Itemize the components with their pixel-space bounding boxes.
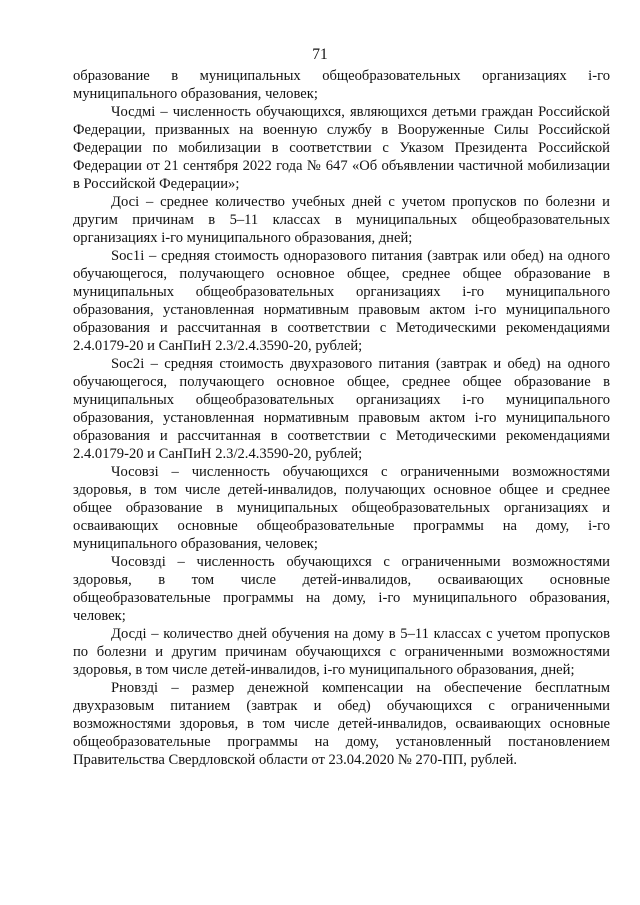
definition-soc1: Soc1i – средняя стоимость одноразового питания (завтрак или обед) на одного обучающегося, получающего основное общее, среднее общее образование в муниципальных общеобразовательных организациях i-го муниципального образования, установленная нормативным правовым актом i-го муниципального образования и рассчитанная в соответствии с Методическими рекомендациями 2.4.0179-20 и СанПиН 2.3/2.4.3590-20, рублей; (73, 248, 610, 354)
definition-chosovzd: Чосовздi – численность обучающихся с ограниченными возможностями здоровья, в том числе детей-инвалидов, осваивающих основные общеобразовательные программы на дому, i-го муниципального образования, человек; (73, 554, 610, 624)
document-body (73, 67, 610, 769)
definition-dosd: Досдi – количество дней обучения на дому в 5–11 классах с учетом пропусков по болезни и другим причинам обучающихся с ограниченными возможностями здоровья, в том числе детей-инвалидов, i-го муниципального образования, дней; (73, 626, 610, 678)
definition-dos: Досi – среднее количество учебных дней с учетом пропусков по болезни и другим причинам в 5–11 классах в муниципальных общеобразовательных организациях i-го муниципального образования, дней; (73, 194, 610, 246)
definition-soc2: Soc2i – средняя стоимость двухразового питания (завтрак и обед) на одного обучающегося, получающего основное общее, среднее общее образование в муниципальных общеобразовательных организациях i-го муниципального образования, установленная нормативным правовым актом i-го муниципального образования и рассчитанная в соответствии с Методическими рекомендациями 2.4.0179-20 и СанПиН 2.3/2.4.3590-20, рублей; (73, 356, 610, 462)
paragraph-continuation: образование в муниципальных общеобразовательных организациях i-го муниципального образования, человек; (73, 68, 610, 102)
definition-chosovz: Чосовзi – численность обучающихся с ограниченными возможностями здоровья, в том числе детей-инвалидов, получающих основное общее и среднее общее образование в муниципальных общеобразовательных организациях и осваивающих основные общеобразовательные программы на дому, i-го муниципального образования, человек; (73, 464, 610, 552)
page-number: 71 (312, 46, 328, 63)
definition-chosdm: Чосдмi – численность обучающихся, являющихся детьми граждан Российской Федерации, призванных на военную службу в Вооруженные Силы Российской Федерации по мобилизации в соответствии с Указом Президента Российской Федерации от 21 сентября 2022 года № 647 «Об объявлении частичной мобилизации в Российской Федерации»; (73, 104, 610, 192)
definition-rnovzd: Рновздi – размер денежной компенсации на обеспечение бесплатным двухразовым питанием (завтрак и обед) обучающихся с ограниченными возможностями здоровья, в том числе детей-инвалидов, осваивающих основные общеобразовательные программы на дому, установленный постановлением Правительства Свердловской области от 23.04.2020 № 270-ПП, рублей. (73, 680, 610, 768)
